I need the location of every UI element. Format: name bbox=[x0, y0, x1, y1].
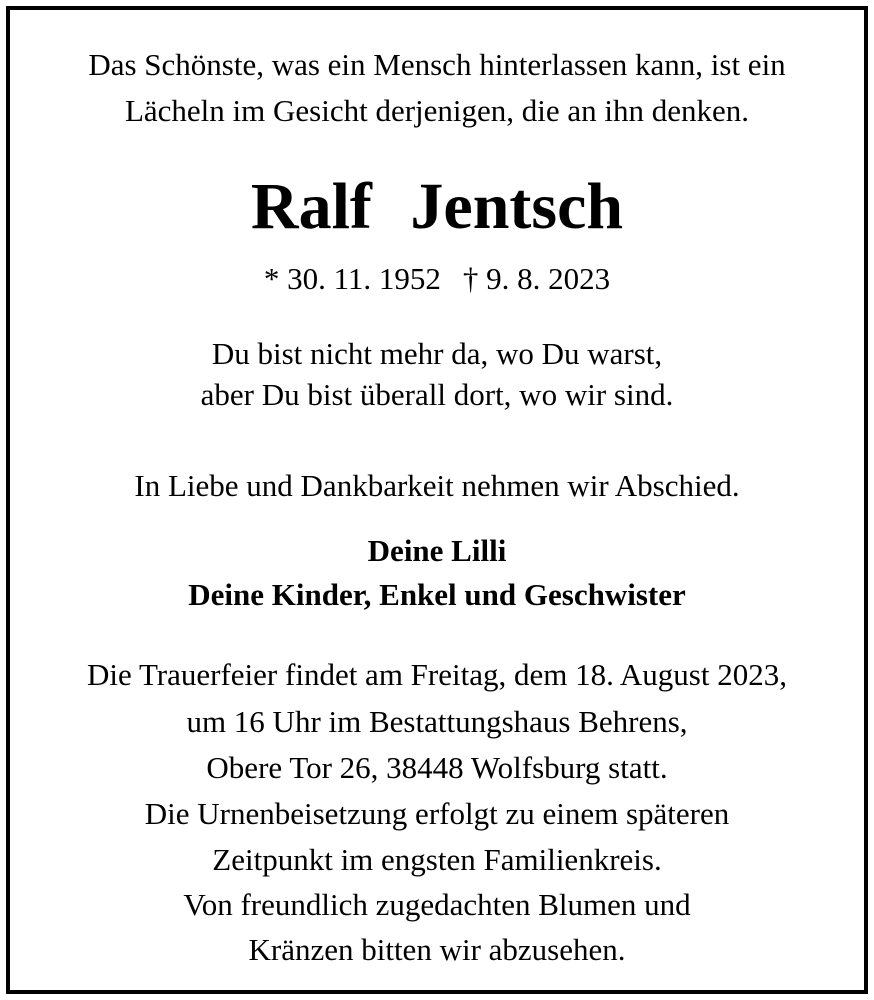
deceased-name: Ralf Jentsch bbox=[250, 170, 624, 243]
service-line-2: um 16 Uhr im Bestattungshaus Behrens, bbox=[186, 704, 688, 739]
service-line-6: Von freundlich zugedachten Blumen und bbox=[183, 887, 691, 922]
mourner-line-1: Deine Lilli bbox=[367, 533, 507, 568]
mourner-line-2: Deine Kinder, Enkel und Geschwister bbox=[188, 577, 686, 612]
service-line-4: Die Urnenbeisetzung erfolgt zu einem späteren bbox=[144, 796, 730, 831]
verse-line-1: Du bist nicht mehr da, wo Du warst, bbox=[211, 336, 663, 371]
service-line-7: Kränzen bitten wir abzusehen. bbox=[248, 932, 626, 967]
life-dates bbox=[10, 261, 864, 297]
quote-line-1: Das Schönste, was ein Mensch hinterlassen kann, ist ein bbox=[88, 47, 786, 82]
death-date: † 9. 8. 2023 bbox=[462, 261, 611, 296]
farewell-text: In Liebe und Dankbarkeit nehmen wir Abschied. bbox=[134, 468, 740, 503]
quote-line-2: Lächeln im Gesicht derjenigen, die an ihn denken. bbox=[124, 93, 750, 128]
obituary-frame bbox=[6, 6, 868, 994]
service-line-1: Die Trauerfeier findet am Freitag, dem 18. August 2023, bbox=[87, 657, 787, 692]
verse-line-2: aber Du bist überall dort, wo wir sind. bbox=[200, 377, 674, 412]
service-line-3: Obere Tor 26, 38448 Wolfsburg statt. bbox=[206, 750, 668, 785]
service-line-5: Zeitpunkt im engsten Familienkreis. bbox=[212, 842, 662, 877]
birth-date: * 30. 11. 1952 bbox=[263, 261, 441, 296]
